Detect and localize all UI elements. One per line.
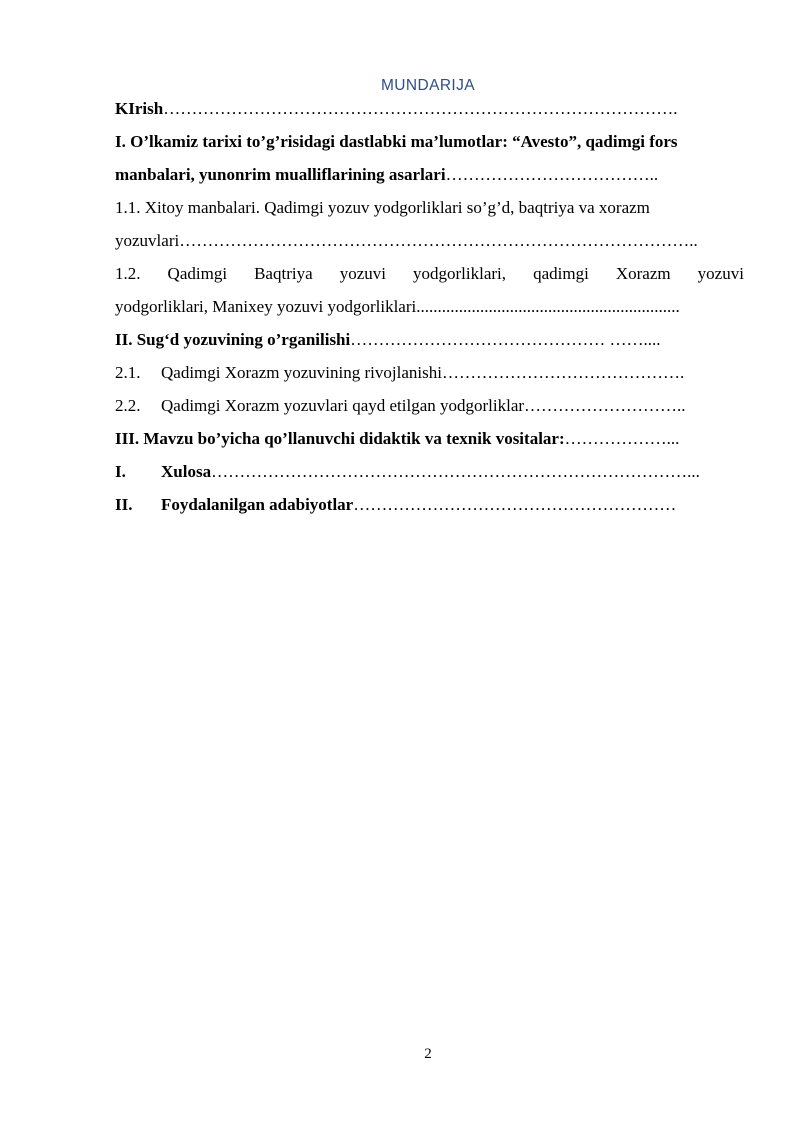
- toc-leader-dots: …………………………………………………: [353, 495, 677, 514]
- toc-entry-label: Foydalanilgan adabiyotlar: [161, 495, 354, 514]
- toc-entry-label: KIrish: [115, 99, 164, 118]
- toc-entry-label: Xulosa: [161, 462, 212, 481]
- toc-entry-number: II.: [115, 495, 133, 514]
- toc-entry-section-1-2-cont[interactable]: [115, 296, 744, 318]
- toc-entry-chapter-3[interactable]: [115, 428, 744, 450]
- toc-entry-number: I.: [115, 462, 126, 481]
- toc-entry-label: II. Sug‘d yozuvining o’rganilishi: [115, 330, 351, 349]
- toc-entry-label: manbalari, yunonrim mualliflarining asarlari: [115, 165, 446, 184]
- toc-word: yozuvi: [339, 264, 386, 283]
- toc-entry-label: Qadimgi Xorazm yozuvining rivojlanishi: [161, 363, 442, 382]
- toc-word: 1.2.: [115, 264, 141, 283]
- toc-entry-chapter-1-cont[interactable]: [115, 164, 744, 186]
- toc-entry-section-2-1[interactable]: [115, 362, 744, 384]
- toc-leader-dots: ..............................................................: [416, 297, 680, 316]
- toc-word: Qadimgi: [167, 264, 228, 283]
- toc-entry-label: yozuvlari: [115, 231, 180, 250]
- toc-leader-dots: …………………………………………………………………………...: [211, 462, 700, 481]
- page-number: 2: [424, 1046, 432, 1062]
- toc-entry-section-1-1-cont[interactable]: [115, 230, 744, 252]
- toc-entry-section-2-2[interactable]: [115, 395, 744, 417]
- toc-entry-label: I. O’lkamiz tarixi to’g’risidagi dastlabki ma’lumotlar: “Avesto”, qadimgi fors: [115, 132, 678, 151]
- toc-entry-label: 1.1. Xitoy manbalari. Qadimgi yozuv yodgorliklari so’g’d, baqtriya va xorazm: [115, 198, 650, 217]
- toc-leader-dots: …………………………………….: [441, 363, 685, 382]
- toc-entry-xulosa[interactable]: [115, 461, 744, 483]
- toc-entry-label: III. Mavzu bo’yicha qo’llanuvchi didaktik va texnik vositalar:: [115, 429, 565, 448]
- toc-entry-number: 2.2.: [115, 396, 141, 415]
- toc-word: Baqtriya: [254, 264, 313, 283]
- toc-entry-adabiyotlar[interactable]: [115, 494, 744, 516]
- toc-entry-label: Qadimgi Xorazm yozuvlari qayd etilgan yodgorliklar: [161, 396, 525, 415]
- toc-leader-dots: ………………………………..: [445, 165, 659, 184]
- toc-entry-label: yodgorliklari, Manixey yozuvi yodgorliklari: [115, 297, 417, 316]
- toc-entry-chapter-1[interactable]: [115, 131, 744, 153]
- toc-leader-dots: ………………………………………………………………………………..: [179, 231, 698, 250]
- toc-leader-dots: ……………………………………… ……....: [350, 330, 661, 349]
- toc-word: qadimgi: [533, 264, 589, 283]
- toc-entry-chapter-2[interactable]: [115, 329, 744, 351]
- toc-entry-section-1-1[interactable]: [115, 197, 744, 219]
- toc-word: Xorazm: [615, 264, 671, 283]
- toc-leader-dots: ………………...: [564, 429, 680, 448]
- toc-leader-dots: ………………………..: [524, 396, 686, 415]
- toc-entry-number: 2.1.: [115, 363, 141, 382]
- toc-entry-section-1-2[interactable]: [115, 263, 744, 285]
- toc-title: MUNDARIJA: [380, 77, 476, 94]
- toc-word: yozuvi: [697, 264, 744, 283]
- toc-leader-dots: ……………………………………………………………………………….: [163, 99, 678, 118]
- toc-entry-kirish[interactable]: [115, 98, 744, 120]
- toc-word: yodgorliklari,: [413, 264, 507, 283]
